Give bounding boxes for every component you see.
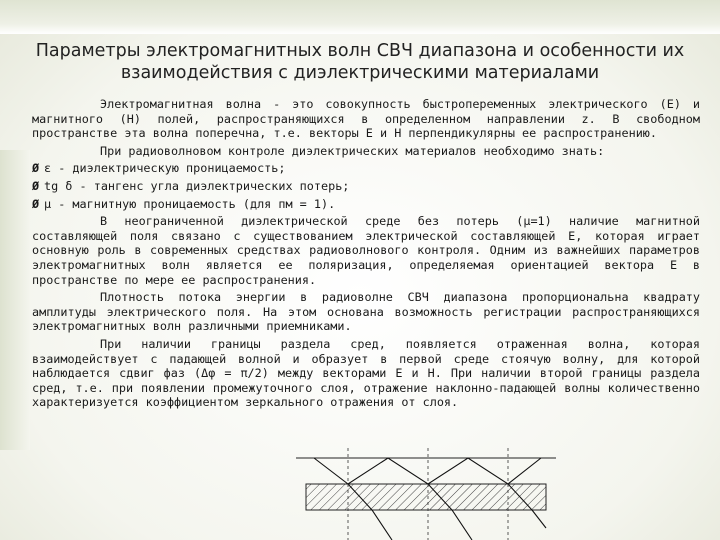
arrow-bullet-icon: Ø [32, 178, 40, 193]
bullet-text: μ - магнитную проницаемость (для пм = 1). [44, 196, 336, 211]
paragraph-requirements: При радиоволновом контроле диэлектрических материалов необходимо знать: [100, 143, 605, 158]
paragraph-intro: Электромагнитная волна - это совокупность быстропеременных электрического (E) и магнитного (H) полей, распространяющихся в определенном направлении z. В свободном пространстве эта волна поперечна, т.е. векторы Е и Н перпендикулярны ее распространению. [32, 97, 700, 141]
paragraph-energy-flux: Плотность потока энергии в радиоволне СВЧ диапазона пропорциональна квадрату амплитуды электрического поля. На этом основана возможность регистрации распространяющихся электромагнитных волн различными приемниками. [32, 290, 700, 334]
left-decoration-bar [0, 150, 30, 450]
top-decoration-strip [0, 0, 720, 34]
bullet-text: tg δ - тангенс угла диэлектрических потерь; [44, 178, 350, 193]
bullet-item [32, 179, 700, 194]
bullet-text: ε - диэлектрическую проницаемость; [44, 161, 286, 176]
paragraph-reflection: При наличии границы раздела сред, появляется отраженная волна, которая взаимодействует с падающей волной и образует в первой среде стоячую волну, для которой наблюдается сдвиг фаз (Δφ = π/2) между векторами Е и Н. При наличии второй границы раздела сред, т.е. при появлении промежуточного слоя, отражение наклонно-падающей волны количественно характеризуется коэффициентом зеркального отражения от слоя. [32, 336, 700, 410]
arrow-bullet-icon: Ø [32, 161, 40, 176]
paragraph-polarization: В неограниченной диэлектрической среде без потерь (μ=1) наличие магнитной составляющей поля связано с существованием электрической составляющей Е, которая играет основную роль в современных средствах радиоволнового контроля. Одним из важнейших параметров электромагнитных волн является ее поляризация, определяемая ориентацией вектора Е в пространстве по мере ее распространения. [32, 214, 700, 287]
intermediate-layer [306, 484, 546, 510]
layer-reflection-diagram [296, 448, 556, 540]
slide-body [32, 97, 700, 413]
arrow-bullet-icon: Ø [32, 196, 40, 211]
bullet-item [32, 161, 700, 176]
slide-title: Параметры электромагнитных волн СВЧ диапазона и особенности их взаимодействия с диэлектрическими материалами [35, 41, 685, 83]
bullet-item [32, 197, 700, 212]
